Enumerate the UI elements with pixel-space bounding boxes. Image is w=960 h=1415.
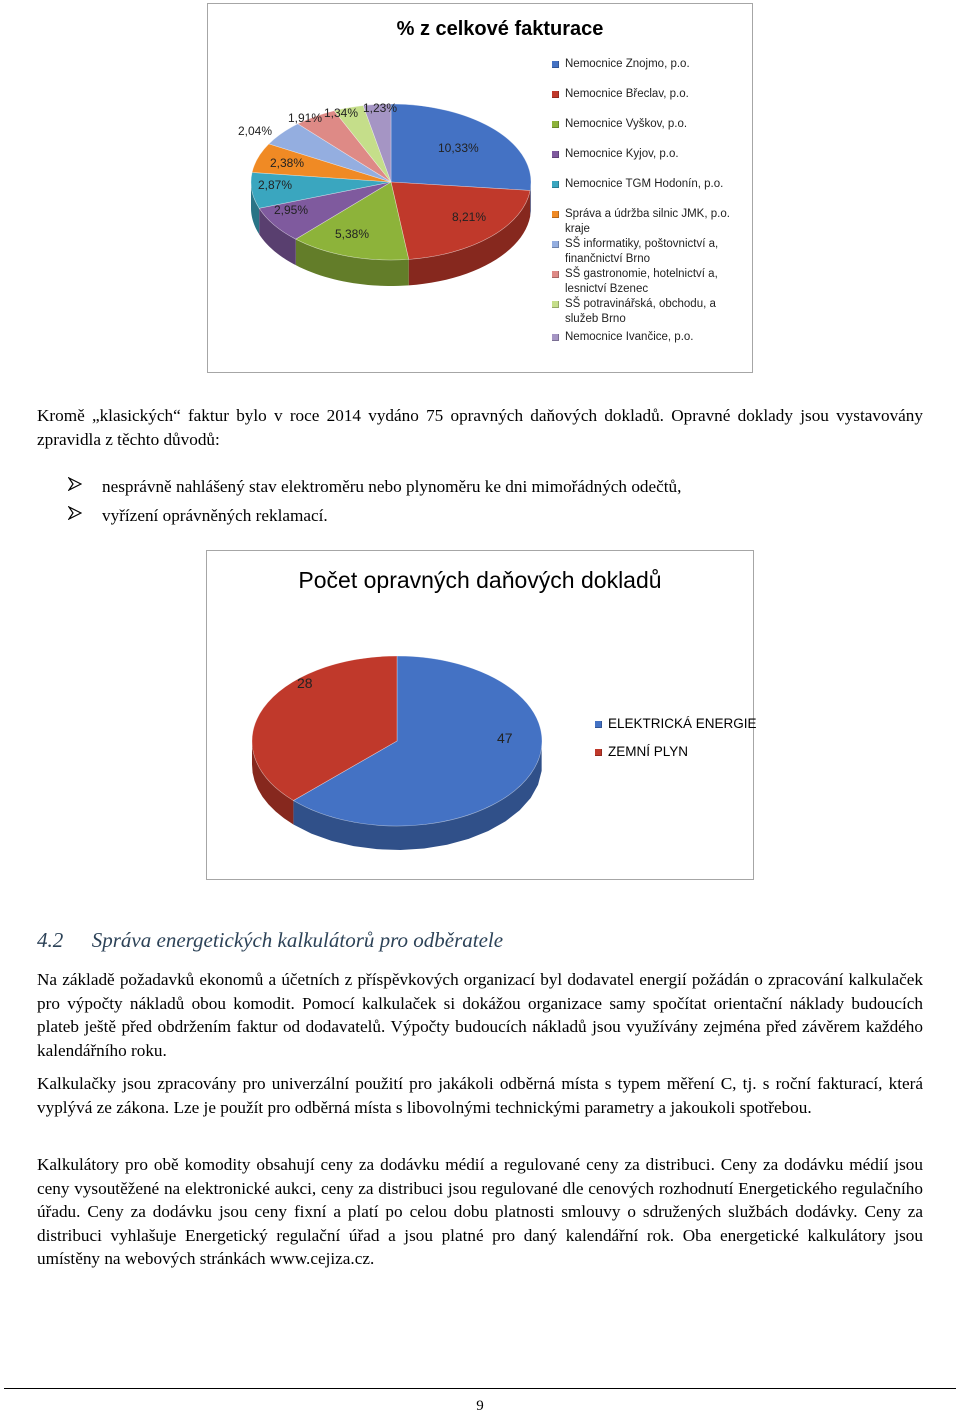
chart1-title: % z celkové fakturace	[396, 18, 604, 40]
legend-item-ivancice	[552, 330, 693, 345]
chart2-title: Počet opravných daňových dokladů	[298, 567, 662, 593]
legend-item-hodonin	[552, 177, 723, 192]
legend-item-znojmo	[552, 57, 690, 72]
legend-label: SŠ potravinářská, obchodu, a služeb Brno	[565, 298, 716, 325]
section-number: 4.2	[37, 928, 64, 952]
legend-label: Nemocnice Znojmo, p.o.	[565, 58, 690, 70]
chart-correction-documents	[206, 550, 757, 880]
chart2-legend	[595, 716, 757, 766]
legend-item-ss-potravinarska	[552, 297, 747, 327]
section-heading	[37, 928, 503, 953]
legend-swatch	[552, 121, 559, 128]
slice-label-hodonin: 2,87%	[258, 178, 293, 192]
legend-item-elektricka-energie	[595, 716, 757, 738]
legend-label: ZEMNÍ PLYN	[608, 744, 689, 759]
legend-swatch	[552, 271, 559, 278]
page-number: 9	[476, 1398, 484, 1414]
chart-billing-share	[207, 3, 753, 373]
slice-label-vyskov: 5,38%	[335, 227, 370, 241]
legend-swatch	[595, 721, 602, 728]
legend-item-kyjov	[552, 147, 679, 162]
slice-label-znojmo: 10,33%	[438, 141, 479, 155]
legend-swatch	[552, 61, 559, 68]
paragraph-2: Kalkulačky jsou zpracovány pro univerzální použití pro jakákoli odběrná místa s typem měření C, tj. s roční fakturací, která vyplývá ze zákona. Lze je použít pro odběrná místa s libovolnými technickými parametry a jakoukoli spotřebou.	[37, 1074, 923, 1117]
legend-swatch	[552, 181, 559, 188]
legend-swatch	[552, 151, 559, 158]
slice-label-ss-potravinarska: 1,34%	[324, 106, 359, 120]
legend-label: Nemocnice Břeclav, p.o.	[565, 88, 689, 100]
slice-label-susjmk: 2,38%	[270, 156, 305, 170]
legend-label: ELEKTRICKÁ ENERGIE	[608, 716, 757, 731]
legend-swatch	[552, 211, 559, 218]
chart1-pie	[208, 4, 538, 334]
bullet-text: vyřízení oprávněných reklamací.	[102, 506, 328, 525]
legend-swatch	[552, 91, 559, 98]
legend-label: Správa a údržba silnic JMK, p.o. kraje	[565, 208, 730, 235]
legend-label: SŠ informatiky, poštovnictví a, finančnictví Brno	[565, 238, 719, 265]
legend-label: Nemocnice Kyjov, p.o.	[565, 148, 679, 160]
slice-label-zemni-plyn: 28	[297, 675, 313, 691]
section-title: Správa energetických kalkulátorů pro odběratele	[91, 928, 504, 952]
legend-label: Nemocnice TGM Hodonín, p.o.	[565, 178, 724, 190]
slice-label-elektricka-energie: 47	[497, 730, 513, 746]
arrow-bullet-icon	[68, 506, 82, 520]
slice-label-ss-informatiky: 2,04%	[238, 124, 273, 138]
slice-label-breclav: 8,21%	[452, 210, 487, 224]
arrow-bullet-icon	[68, 477, 82, 491]
slice-label-ivancice: 1,23%	[363, 101, 398, 115]
legend-swatch	[595, 749, 602, 756]
legend-swatch	[552, 334, 559, 341]
legend-label: Nemocnice Ivančice, p.o.	[565, 331, 694, 343]
footer-rule	[4, 1388, 956, 1389]
legend-item-vyskov	[552, 117, 687, 132]
slice-label-ss-gastronomie: 1,91%	[288, 111, 323, 125]
paragraph-1: Na základě požadavků ekonomů a účetních z příspěvkových organizací byl dodavatel energií požádán o zpracování kalkulaček pro výpočty nákladů obou komodit. Pomocí kalkulaček si dokážou organizace samy spočítat orientační náklady budoucích plateb ještě před obdržením faktur od dodavatelů. Výpočty budoucích nákladů jsou využívány zejména před závěrem každého kalendářního roku.	[37, 970, 923, 1060]
legend-item-ss-informatiky	[552, 237, 747, 267]
legend-item-ss-gastronomie	[552, 267, 747, 297]
legend-label: Nemocnice Vyškov, p.o.	[565, 118, 688, 130]
bullet-text: nesprávně nahlášený stav elektroměru nebo plynoměru ke dni mimořádných odečtů,	[102, 477, 682, 496]
legend-swatch	[552, 241, 559, 248]
legend-item-zemni-plyn	[595, 744, 757, 766]
paragraph-intro: Kromě „klasických“ faktur bylo v roce 2014 vydáno 75 opravných daňových dokladů. Opravné doklady jsou vystavovány zpravidla z těchto důvodů:	[37, 406, 923, 449]
slice-label-kyjov: 2,95%	[274, 203, 309, 217]
legend-item-breclav	[552, 87, 689, 102]
paragraph-3: Kalkulátory pro obě komodity obsahují ceny za dodávku médií a regulované ceny za distribuci. Ceny za dodávku médií jsou ceny vysoutěžené na elektronické aukci, ceny za distribuci jsou regulované dle cenových rozhodnutí Energetického regulačního úřadu. Ceny za dodávku jsou ceny fixní a platí po celou dobu platnosti smlouvy o sdružených službách dodávky. Ceny za distribuci vyhlašuje Energetický regulační úřad a jsou platné pro daný kalendářní rok. Oba energetické kalkulátory jsou umístěny na webových stránkách www.cejiza.cz.	[37, 1155, 923, 1268]
legend-swatch	[552, 301, 559, 308]
legend-item-susjmk	[552, 207, 747, 237]
legend-label: SŠ gastronomie, hotelnictví a, lesnictví Bzenec	[565, 268, 718, 295]
